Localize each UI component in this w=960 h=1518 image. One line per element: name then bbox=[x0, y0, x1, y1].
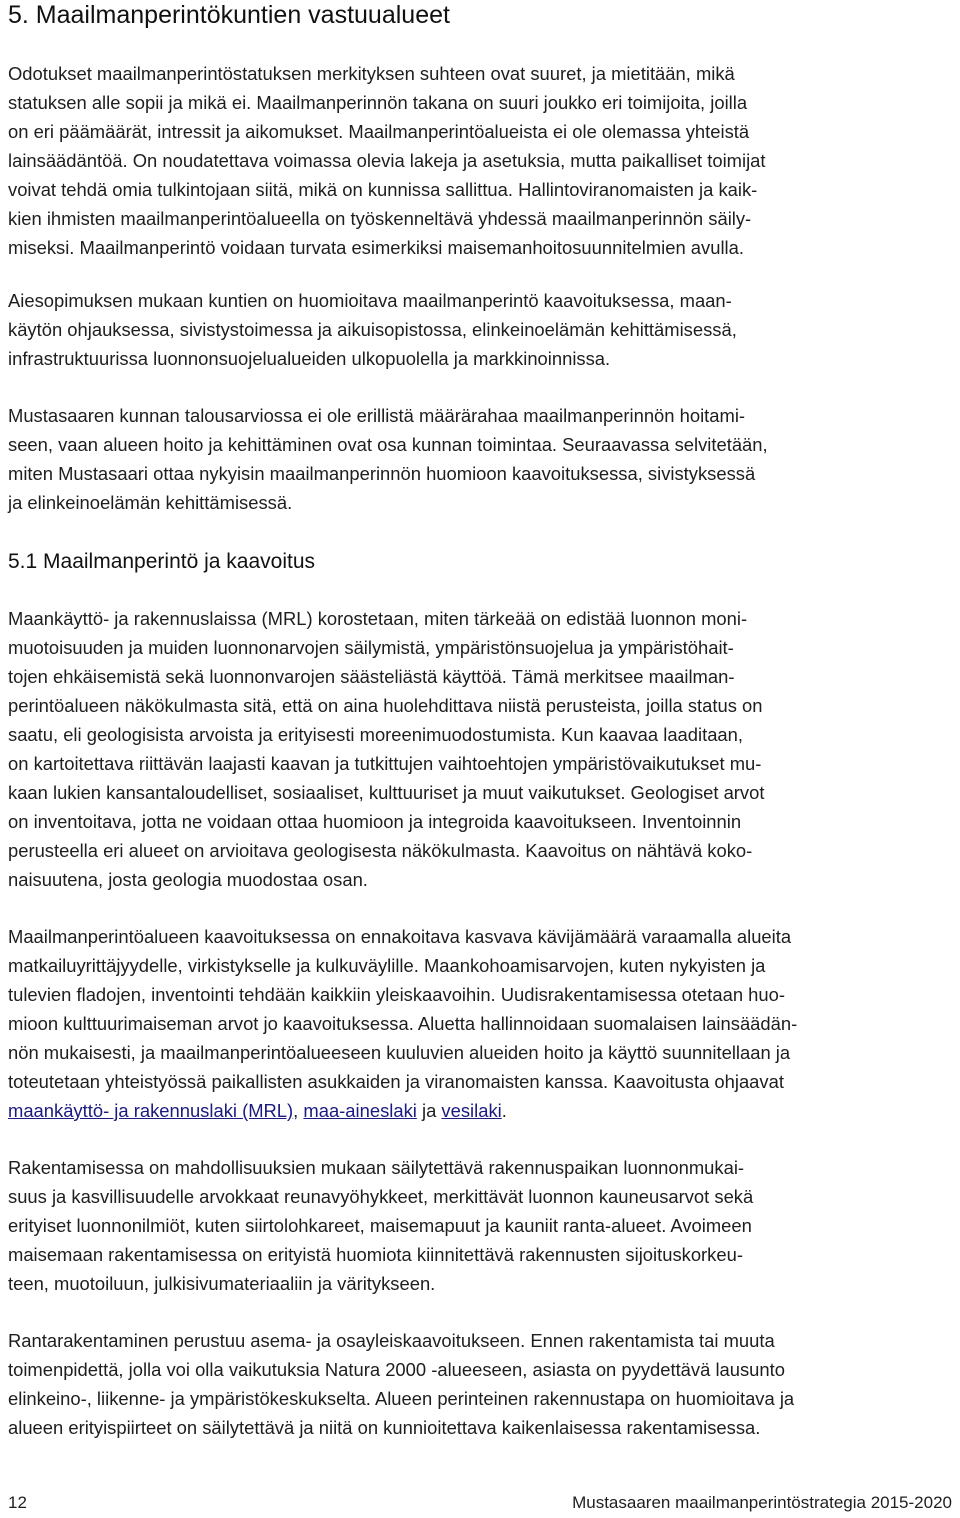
text-line: kien ihmisten maailmanperintöalueella on työskenneltävä yhdessä maailmanperinnön säily- bbox=[8, 208, 752, 229]
link-vesilaki[interactable]: vesilaki bbox=[441, 1100, 502, 1121]
paragraph bbox=[8, 604, 764, 894]
text-line: Mustasaaren kunnan talousarviossa ei ole erillistä määrärahaa maailmanperinnön hoitami- bbox=[8, 405, 746, 426]
page-number: 12 bbox=[8, 1493, 27, 1512]
text-line: käytön ohjauksessa, sivistystoimessa ja aikuisopistossa, elinkeinoelämän kehittämisessä, bbox=[8, 319, 737, 340]
text-line: toimenpidettä, jolla voi olla vaikutuksia Natura 2000 -alueeseen, asiasta on pyydettävä lausunto bbox=[8, 1359, 785, 1380]
text-line: toteutetaan yhteistyössä paikallisten asukkaiden ja viranomaisten kanssa. Kaavoitusta ohjaavat bbox=[8, 1071, 784, 1092]
text-line: suus ja kasvillisuudelle arvokkaat reunavyöhykkeet, merkittävät luonnon kauneusarvot sekä bbox=[8, 1186, 754, 1207]
text-line: lainsäädäntöä. On noudatettava voimassa olevia lakeja ja asetuksia, mutta paikalliset toimijat bbox=[8, 150, 766, 171]
text-line: kaan lukien kansantaloudelliset, sosiaaliset, kulttuuriset ja muut vaikutukset. Geologiset arvot bbox=[8, 782, 765, 803]
paragraph bbox=[8, 922, 797, 1125]
text-line: Odotukset maailmanperintöstatuksen merkityksen suhteen ovat suuret, ja mietitään, mikä bbox=[8, 63, 735, 84]
link-separator: ja bbox=[416, 1100, 442, 1121]
text-line: on kartoitettava riittävän laajasti kaavan ja tutkittujen vaihtoehtojen ympäristövaikutukset mu- bbox=[8, 753, 762, 774]
text-line: saatu, eli geologisista arvoista ja erityisesti moreenimuodostumista. Kun kaavaa laaditaan, bbox=[8, 724, 743, 745]
text-line: perusteella eri alueet on arvioitava geologisesta näkökulmasta. Kaavoitus on nähtävä koko- bbox=[8, 840, 753, 861]
text-line: muotoisuuden ja muiden luonnonarvojen säilymistä, ympäristönsuojelua ja ympäristöhait- bbox=[8, 637, 734, 658]
sentence-end: . bbox=[501, 1100, 507, 1121]
paragraph bbox=[8, 1326, 794, 1442]
paragraph bbox=[8, 401, 768, 517]
text-line: erityiset luonnonilmiöt, kuten siirtolohkareet, maisemapuut ja kauniit ranta-alueet. Avoimeen bbox=[8, 1215, 752, 1236]
text-line: mioon kulttuurimaiseman arvot jo kaavoituksessa. Aluetta hallinnoidaan suomalaisen lainsäädän- bbox=[8, 1013, 798, 1034]
text-line: seen, vaan alueen hoito ja kehittäminen ovat osa kunnan toimintaa. Seuraavassa selvitetään, bbox=[8, 434, 768, 455]
text-line: on eri päämäärät, intressit ja aikomukset. Maailmanperintöalueista ei ole olemassa yhteistä bbox=[8, 121, 750, 142]
text-line: miten Mustasaari ottaa nykyisin maailmanperinnön huomioon kaavoituksessa, sivistyksessä bbox=[8, 463, 756, 484]
link-maankaytto-ja-rakennuslaki[interactable]: maankäyttö- ja rakennuslaki (MRL) bbox=[8, 1100, 294, 1121]
text-line: teen, muotoiluun, julkisivumateriaaliin ja väritykseen. bbox=[8, 1273, 436, 1294]
paragraph bbox=[8, 1153, 753, 1298]
link-maa-aineslaki[interactable]: maa-aineslaki bbox=[303, 1100, 417, 1121]
footer-document-title: Mustasaaren maailmanperintöstrategia 2015-2020 bbox=[572, 1493, 952, 1512]
text-line: Rakentamisessa on mahdollisuuksien mukaan säilytettävä rakennuspaikan luonnonmukai- bbox=[8, 1157, 745, 1178]
text-line: Maankäyttö- ja rakennuslaissa (MRL) korostetaan, miten tärkeää on edistää luonnon moni- bbox=[8, 608, 748, 629]
text-line-with-links bbox=[8, 1096, 797, 1125]
text-line: on inventoitava, jotta ne voidaan ottaa huomioon ja integroida kaavoitukseen. Inventoinnin bbox=[8, 811, 742, 832]
text-line: tojen ehkäisemistä sekä luonnonvarojen säästeliästä käyttöä. Tämä merkitsee maailman- bbox=[8, 666, 735, 687]
text-line: perintöalueen näkökulmasta sitä, että on aina huolehdittava niistä perusteista, joilla status on bbox=[8, 695, 763, 716]
text-line: alueen erityispiirteet on säilytettävä ja niitä on kunnioitettava kaikenlaisessa rakentamisessa. bbox=[8, 1417, 761, 1438]
text-line: maisemaan rakentamisessa on erityistä huomiota kiinnitettävä rakennusten sijoituskorkeu- bbox=[8, 1244, 743, 1265]
paragraph bbox=[8, 59, 766, 262]
text-line: tulevien fladojen, inventointi tehdään kaikkiin yleiskaavoihin. Uudisrakentamisessa otetaan huo- bbox=[8, 984, 785, 1005]
text-line: ja elinkeinoelämän kehittämisessä. bbox=[8, 492, 293, 513]
text-line: matkailuyrittäjyydelle, virkistykselle ja kulkuväylille. Maankohoamisarvojen, kuten nykyisten ja bbox=[8, 955, 766, 976]
text-line: nön mukaisesti, ja maailmanperintöalueeseen kuuluvien alueiden hoito ja käyttö suunnitellaan ja bbox=[8, 1042, 791, 1063]
text-line: voivat tehdä omia tulkintojaan siitä, mikä on kunnissa sallittua. Hallintoviranomaisten ja kaik- bbox=[8, 179, 758, 200]
text-line: Rantarakentaminen perustuu asema- ja osayleiskaavoitukseen. Ennen rakentamista tai muuta bbox=[8, 1330, 775, 1351]
paragraph bbox=[8, 286, 737, 373]
subsection-heading: 5.1 Maailmanperintö ja kaavoitus bbox=[8, 550, 316, 573]
text-line: naisuutena, josta geologia muodostaa osan. bbox=[8, 869, 368, 890]
section-heading: 5. Maailmanperintökuntien vastuualueet bbox=[8, 1, 450, 29]
text-line: Aiesopimuksen mukaan kuntien on huomioitava maailmanperintö kaavoituksessa, maan- bbox=[8, 290, 732, 311]
text-line: infrastruktuurissa luonnonsuojelualueiden ulkopuolella ja markkinoinnissa. bbox=[8, 348, 611, 369]
link-separator: , bbox=[293, 1100, 304, 1121]
text-line: miseksi. Maailmanperintö voidaan turvata esimerkiksi maisemanhoitosuunnitelmien avulla. bbox=[8, 237, 744, 258]
text-line: statuksen alle sopii ja mikä ei. Maailmanperinnön takana on suuri joukko eri toimijoita, joilla bbox=[8, 92, 748, 113]
text-line: elinkeino-, liikenne- ja ympäristökeskukselta. Alueen perinteinen rakennustapa on huomioitava ja bbox=[8, 1388, 795, 1409]
text-line: Maailmanperintöalueen kaavoituksessa on ennakoitava kasvava kävijämäärä varaamalla alueita bbox=[8, 926, 792, 947]
